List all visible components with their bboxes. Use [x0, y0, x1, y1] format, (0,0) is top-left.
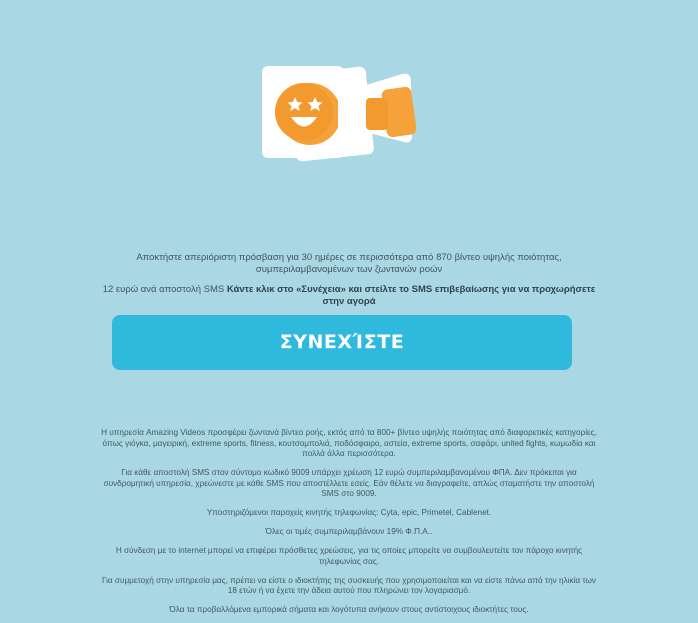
terms-trademarks: Όλα τα προβαλλόμενα εμπορικά σήματα και λογότυπα ανήκουν στους αντίστοιχους ιδιοκτήτες τους.	[169, 605, 529, 614]
terms-operators: Υποστηριζόμενοι παροχείς κινητής τηλεφωνίας: Cyta, epic, Primetel, Cablenet.	[206, 508, 492, 517]
offer-description: Αποκτήστε απεριόριστη πρόσβαση για 30 ημέρες σε περισσότερα από 870 βίντεο υψηλής ποιότητας, συμπεριλαμβανομένων των ζωντανών ροών	[136, 252, 562, 275]
terms-service-description: Η υπηρεσία Amazing Videos προσφέρει ζωντανά βίντεο ροής, εκτός από τα 800+ βίντεο υψηλής ποιότητας από διαφορετικές κατηγορίες, όπως γιόγκα, μαγειρική, extreme sports, fitness, κουτσομπολιά, ποδόσφαιρο, αστεία, extreme sports, σαφάρι, united fights, κωμωδία και πολλά άλλα περισσότερα.	[101, 428, 597, 458]
terms-internet-charges: Η σύνδεση με το internet μπορεί να επιφέρει πρόσθετες χρεώσεις, για τις οποίες μπορείτε να συμβουλευτείτε τον πάροχο κινητής τηλεφωνίας σας.	[115, 546, 583, 566]
continue-button[interactable]: ΣΥΝΕΧΊΣΤΕ	[112, 315, 572, 370]
terms-sms-pricing: Για κάθε αποστολή SMS στον σύντομο κωδικό 9009 υπάρχει χρέωση 12 ευρώ συμπεριλαμβανομένου ΦΠΑ. Δεν πρόκειται για συνδρομητική υπηρεσία, χρεώνεστε με κάθε SMS που αποστέλλετε εσείς. Εάν θέλετε να διαγραφείτε, απλώς σταματήστε την αποστολή SMS στο 9009.	[103, 468, 595, 498]
terms-vat: Όλες οι τιμές συμπεριλαμβάνουν 19% Φ.Π.Α..	[265, 527, 433, 536]
terms-section	[100, 428, 598, 623]
purchase-instruction: Κάντε κλικ στο «Συνέχεια» και στείλτε το SMS επιβεβαίωσης για να προχωρήσετε στην αγορά	[226, 284, 596, 307]
offer-pricing	[95, 284, 603, 308]
price-text: 12 ευρώ ανά αποστολή SMS	[102, 284, 225, 295]
terms-eligibility: Για συμμετοχή στην υπηρεσία μας, πρέπει να είστε ο ιδιοκτήτης της συσκευής που χρησιμοποιείται και να είστε πάνω από την ηλικία των 18 ετών ή να έχετε την άδεια αυτού που πληρώνει τον λογαριασμό.	[101, 575, 597, 595]
smiling-camera-logo-icon	[258, 60, 422, 162]
